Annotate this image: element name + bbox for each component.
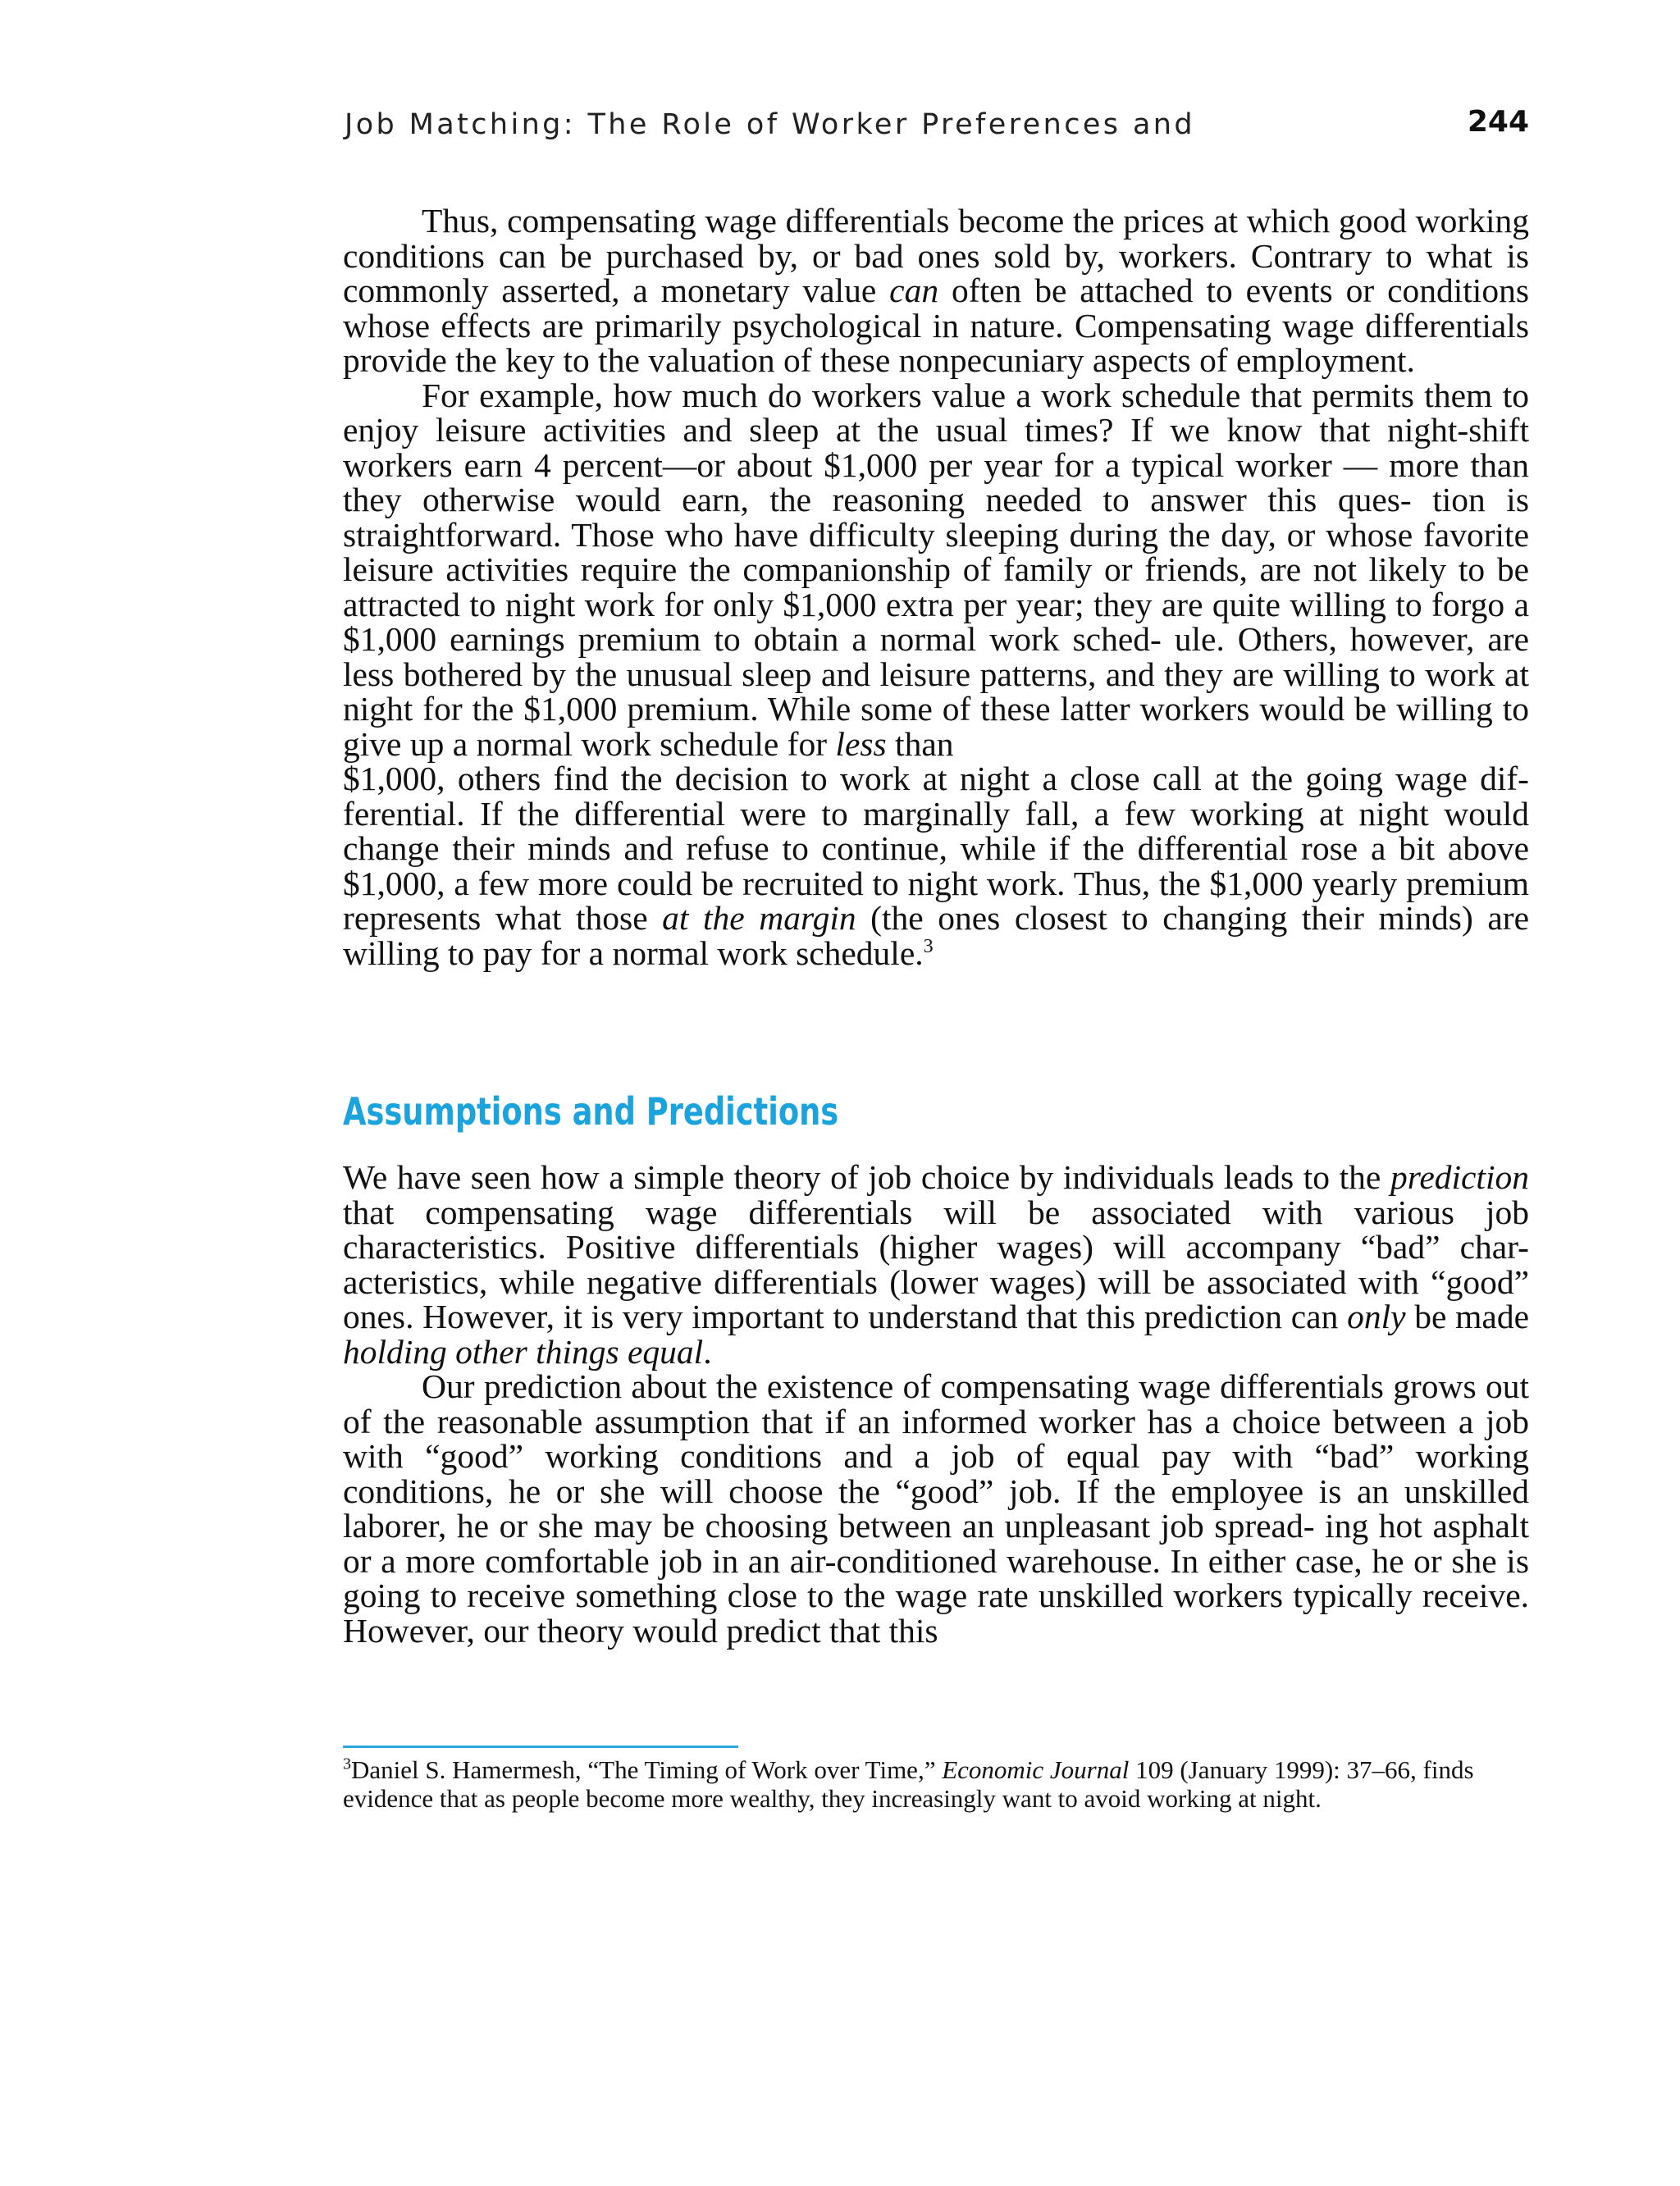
body-block-2 — [343, 1160, 1529, 1648]
footnote-reference[interactable]: 3 — [923, 935, 934, 957]
page-number: 244 — [1467, 105, 1529, 139]
paragraph-4-emphasis-3: holding other things equal — [343, 1332, 704, 1371]
paragraph-2-text-b: than — [886, 724, 954, 763]
paragraph-4-text-c: be made — [1405, 1298, 1529, 1335]
paragraph-3-emphasis: at the margin — [662, 899, 856, 937]
paragraph-3-text-b: (the ones closest to changing their minds) are willing to pay for a normal work schedule. — [343, 899, 1529, 972]
paragraph-1 — [343, 203, 1529, 378]
body-block-1 — [343, 203, 1529, 970]
footnote-3 — [343, 1755, 1529, 1813]
paragraph-1-emphasis: can — [889, 272, 939, 309]
paragraph-4-emphasis-1: prediction — [1390, 1158, 1529, 1196]
paragraph-2-text-a: For example, how much do workers value a work schedule that permits them to enjoy leisure activities and sleep at the usual times? If we know that night-shift workers earn 4 percent—or about $1,000 per year for a typical worker — more than they otherwise would earn, the reasoning needed to answer this ques- tion is straightforward. Those who have difficulty sleeping during the day, or whose favorite leisure activities require the companionship of family or friends, are not likely to be attracted to night work for only $1,000 extra per year; they are quite willing to forgo a $1,000 earnings premium to obtain a normal work sched- ule. Others, however, are less bothered by the unusual sleep and leisure patterns, and they are willing to work at night for the $1,000 premium. While some of these latter workers would be willing to give up a normal work schedule for — [343, 376, 1529, 763]
footnote — [343, 1755, 1529, 1813]
paragraph-4-text-d: . — [703, 1332, 712, 1371]
paragraph-1-text-a: Thus, compensating wage differentials become the prices at which good working conditions can be purchased by, or bad ones sold by, workers. Contrary to what is commonly asserted, a monetary value — [343, 202, 1529, 309]
footnote-text-b: 109 (January 1999): 37–66, finds evidence that as people become more wealthy, they increasingly want to avoid working at night. — [343, 1755, 1474, 1813]
paragraph-4-text-b: that compensating wage differentials will be associated with various job characteristics. Positive differentials (higher wages) will accompany “bad” char- acteristics, while negative differentials (lower wages) will be associated with “good” ones. However, it is very important to understand that this prediction can — [343, 1193, 1529, 1335]
paragraph-4 — [343, 1160, 1529, 1369]
section-heading: Assumptions and Predictions — [343, 1089, 839, 1134]
footnote-divider — [343, 1746, 738, 1748]
paragraph-4-emphasis-2: only — [1347, 1298, 1406, 1335]
footnote-marker: 3 — [343, 1755, 351, 1773]
footnote-text-a: Daniel S. Hamermesh, “The Timing of Work over Time,” — [351, 1755, 943, 1784]
paragraph-3-text-a: $1,000, others find the decision to work at night a close call at the going wage dif- ferential. If the differential were to marginally fall, a few working at night would change their minds and refuse to continue, while if the differential rose a bit above $1,000, a few more could be recruited to night work. Thus, the $1,000 yearly premium represents what those — [343, 760, 1529, 937]
paragraph-2-emphasis: less — [835, 724, 887, 763]
running-header — [345, 105, 1529, 146]
running-title: Job Matching: The Role of Worker Preferences and — [345, 108, 1195, 141]
footnote-journal: Economic Journal — [942, 1755, 1130, 1784]
paragraph-3 — [343, 761, 1529, 970]
paragraph-1-text-b: often be attached to events or conditions whose effects are primarily psychological in nature. Compensating wage differentials provide the key to the valuation of these nonpecuniary aspects of employment. — [343, 272, 1529, 379]
paragraph-4-text-a: We have seen how a simple theory of job choice by individuals leads to the — [343, 1158, 1390, 1196]
paragraph-2 — [343, 378, 1529, 762]
paragraph-5: Our prediction about the existence of compensating wage differentials grows out of the reasonable assumption that if an informed worker has a choice between a job with “good” working conditions and a job of equal pay with “bad” working conditions, he or she will choose the “good” job. If the employee is an unskilled laborer, he or she may be choosing between an unpleasant job spread- ing hot asphalt or a more comfortable job in an air-conditioned warehouse. In either case, he or she is going to receive something close to the wage rate unskilled workers typically receive. However, our theory would predict that this — [343, 1367, 1529, 1650]
